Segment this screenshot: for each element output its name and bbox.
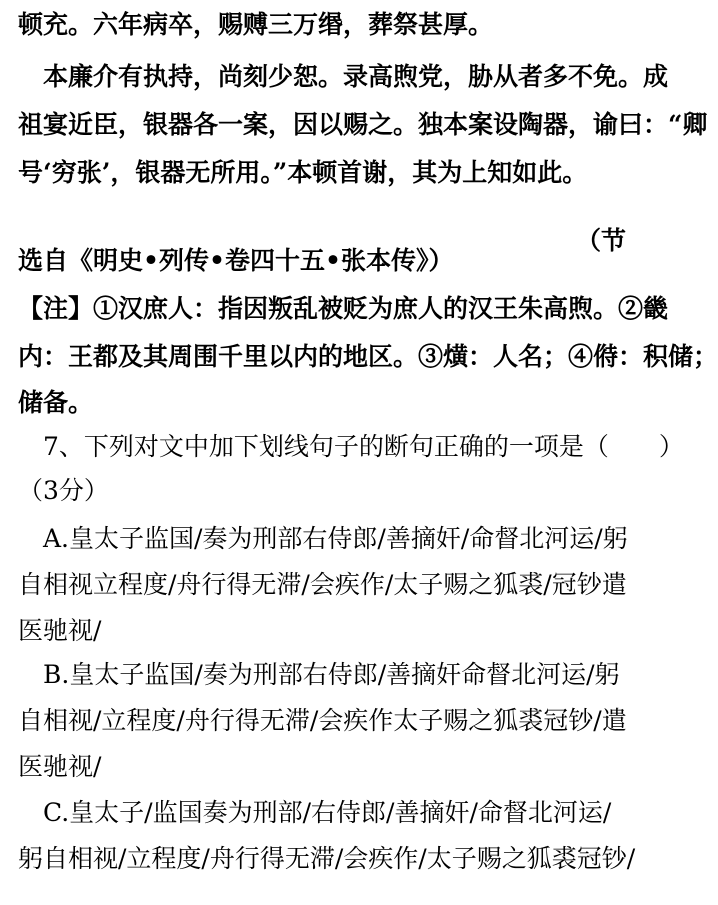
question-line-1: 7、下列对文中加下划线句子的断句正确的一项是（ ）	[18, 432, 684, 461]
option-c-line-2: 躬自相视/立程度/舟行得无滞/会疾作/太子赐之狐裘冠钞/	[18, 844, 636, 873]
question-line-2: （3分）	[18, 476, 109, 505]
text-line-3: 祖宴近臣，银器各一案，因以赐之。独本案设陶器，谕曰：“卿	[18, 110, 708, 139]
option-a-line-2: 自相视立程度/舟行得无滞/会疾作/太子赐之狐裘/冠钞遣	[18, 570, 627, 599]
text-line-2: 本廉介有执持，尚刻少恕。录高煦党，胁从者多不免。成	[18, 62, 669, 91]
option-b-line-2: 自相视/立程度/舟行得无滞/会疾作太子赐之狐裘冠钞/遣	[18, 706, 627, 735]
text-line-1: 顿充。六年病卒，赐赙三万缗，葬祭甚厚。	[18, 10, 494, 39]
option-a-line-3: 医驰视/	[18, 616, 102, 645]
option-c-line-1: C.皇太子/监国奏为刑部/右侍郎/善摘奸/命督北河运/	[18, 798, 612, 827]
text-line-9: 储备。	[18, 388, 94, 417]
option-b-line-3: 医驰视/	[18, 752, 102, 781]
text-line-7: 【注】①汉庶人：指因叛乱被贬为庶人的汉王朱高煦。②畿	[18, 294, 669, 323]
text-line-6: 选自《明史•列传•卷四十五•张本传》）	[18, 246, 454, 275]
option-b-line-1: B.皇太子监国/奏为刑部右侍郎/善摘奸命督北河运/躬	[18, 660, 620, 689]
option-a-line-1: A.皇太子监国/奏为刑部右侍郎/善摘奸/命督北河运/躬	[18, 524, 628, 553]
text-line-4: 号‘穷张’，银器无所用。”本顿首谢，其为上知如此。	[18, 158, 588, 187]
text-line-8: 内：王都及其周围千里以内的地区。③熿：人名；④偫：积储；	[18, 342, 718, 371]
text-line-5: （节	[575, 226, 626, 255]
